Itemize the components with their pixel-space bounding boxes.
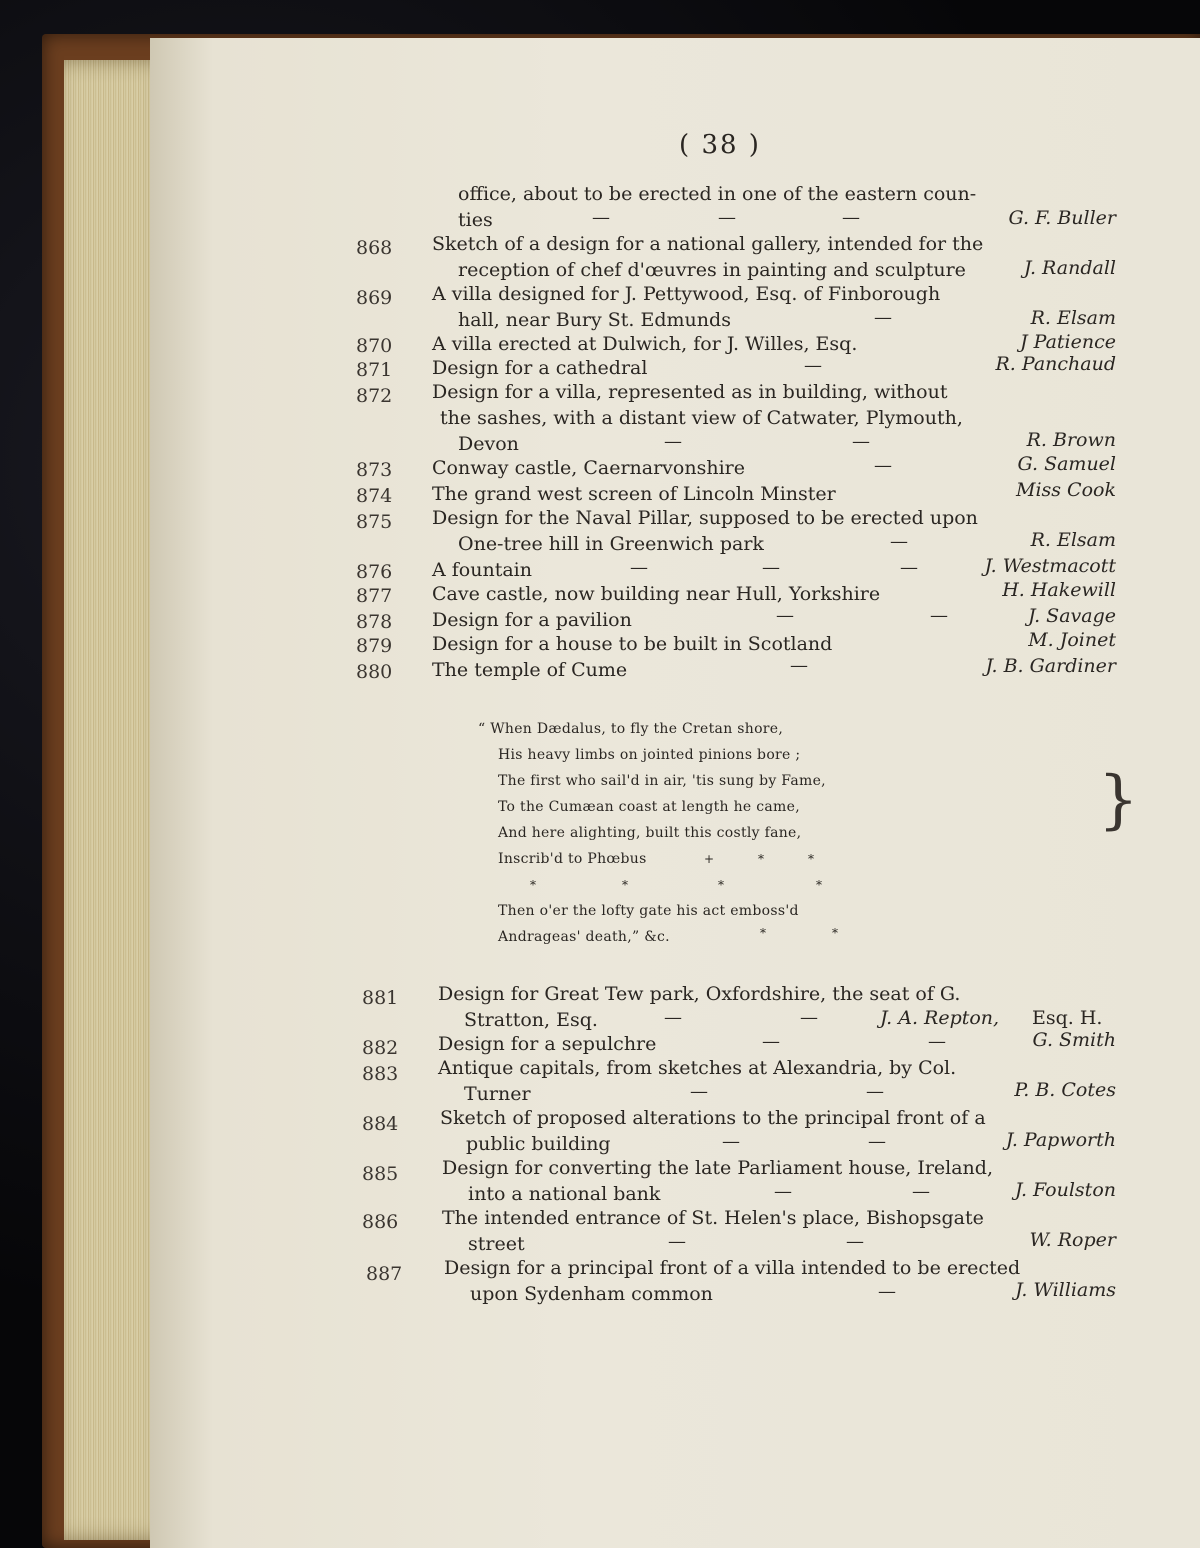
artist-name: J. Westmacott	[984, 555, 1116, 577]
entry-line: Design for a house to be built in Scotland	[432, 633, 833, 655]
entry-line: Design for the Naval Pillar, supposed to be erected upon	[432, 507, 978, 529]
dash: —	[866, 1081, 884, 1102]
dash: —	[790, 655, 808, 676]
entry-line: Design for converting the late Parliament house, Ireland,	[442, 1157, 993, 1179]
entry-number: 887	[366, 1263, 403, 1285]
entry-line: Conway castle, Caernarvonshire	[432, 457, 745, 479]
dash: —	[930, 605, 948, 626]
entry-number: 880	[356, 661, 393, 683]
dash: —	[842, 207, 860, 228]
entry-number: 873	[356, 459, 393, 481]
artist-name: J. B. Gardiner	[985, 655, 1116, 677]
entry-line: street	[468, 1233, 525, 1255]
artist-name: R. Panchaud	[995, 353, 1116, 375]
entry-number: 879	[356, 635, 393, 657]
entry-line: A fountain	[432, 559, 532, 581]
artist-name: J. A. Repton,	[880, 1007, 1000, 1029]
dash: —	[804, 355, 822, 376]
artist-suffix: Esq. H.	[1032, 1007, 1103, 1029]
entry-number: 877	[356, 585, 393, 607]
dash: —	[664, 1007, 682, 1028]
entry-number: 878	[356, 611, 393, 633]
entry-number: 869	[356, 287, 393, 309]
asterisk-mark: *	[718, 878, 724, 892]
entry-number: 870	[356, 335, 393, 357]
artist-name: R. Brown	[1026, 429, 1116, 451]
entry-number: 876	[356, 561, 393, 583]
poem-line: Inscrib'd to Phœbus	[498, 851, 647, 867]
artist-name: G. Samuel	[1017, 453, 1116, 475]
entry-line: A villa designed for J. Pettywood, Esq. of Finborough	[432, 283, 941, 305]
entry-number: 885	[362, 1163, 399, 1185]
entry-line: the sashes, with a distant view of Catwater, Plymouth,	[440, 407, 963, 429]
poem-line: Andrageas' death,” &c.	[498, 929, 670, 945]
entry-line: The temple of Cume	[432, 659, 628, 681]
artist-name: P. B. Cotes	[1014, 1079, 1116, 1101]
artist-name: Miss Cook	[1015, 479, 1116, 501]
entry-line: The grand west screen of Lincoln Minster	[432, 483, 836, 505]
entry-number: 881	[362, 987, 399, 1009]
entry-line: office, about to be erected in one of the eastern coun-	[458, 183, 977, 205]
entry-line: into a national bank	[468, 1183, 661, 1205]
dash: —	[776, 605, 794, 626]
artist-name: J. Papworth	[1005, 1129, 1116, 1151]
dash: —	[800, 1007, 818, 1028]
dash: —	[762, 557, 780, 578]
asterisk-mark: *	[832, 926, 838, 940]
artist-name: J. Savage	[1027, 605, 1116, 627]
entry-number: 874	[356, 485, 393, 507]
poem-line: To the Cumæan coast at length he came,	[498, 799, 800, 815]
entry-line: Sketch of a design for a national gallery, intended for the	[432, 233, 984, 255]
dash: —	[928, 1031, 946, 1052]
entry-line: hall, near Bury St. Edmunds	[458, 309, 731, 331]
dash: —	[718, 207, 736, 228]
dash: —	[722, 1131, 740, 1152]
dash: —	[846, 1231, 864, 1252]
dash: —	[878, 1281, 896, 1302]
asterisk-mark: *	[758, 852, 764, 866]
dash: —	[668, 1231, 686, 1252]
entry-line: Sketch of proposed alterations to the principal front of a	[440, 1107, 986, 1129]
entry-number: 886	[362, 1211, 399, 1233]
dash: —	[630, 557, 648, 578]
asterisk-mark: *	[530, 878, 536, 892]
asterisk-mark: *	[816, 878, 822, 892]
entry-line: public building	[466, 1133, 611, 1155]
entry-number: 883	[362, 1063, 399, 1085]
entry-number: 882	[362, 1037, 399, 1059]
poem-line: The first who sail'd in air, 'tis sung by Fame,	[498, 773, 826, 789]
artist-name: J. Williams	[1015, 1279, 1116, 1301]
dash: —	[900, 557, 918, 578]
entry-number: 868	[356, 237, 393, 259]
artist-name: J. Foulston	[1014, 1179, 1116, 1201]
asterisk-mark: *	[808, 852, 814, 866]
page-number: ( 38 )	[679, 130, 761, 160]
asterisk-mark: *	[622, 878, 628, 892]
dash: —	[762, 1031, 780, 1052]
dash: —	[592, 207, 610, 228]
dash: —	[852, 431, 870, 452]
dash: —	[874, 455, 892, 476]
entry-line: Design for a sepulchre	[438, 1033, 657, 1055]
artist-name: W. Roper	[1029, 1229, 1116, 1251]
artist-name: G. Smith	[1032, 1029, 1116, 1051]
entry-line: One-tree hill in Greenwich park	[458, 533, 764, 555]
entry-line: Design for a villa, represented as in building, without	[432, 381, 948, 403]
dash: —	[912, 1181, 930, 1202]
dash: —	[664, 431, 682, 452]
dash: —	[874, 307, 892, 328]
artist-name: G. F. Buller	[1008, 207, 1116, 229]
artist-name: R. Elsam	[1030, 307, 1116, 329]
entry-line: reception of chef d'œuvres in painting and sculpture	[458, 259, 966, 281]
dash: —	[690, 1081, 708, 1102]
artist-name: J Patience	[1020, 331, 1116, 353]
entry-line: Antique capitals, from sketches at Alexandria, by Col.	[438, 1057, 957, 1079]
poem-line: “ When Dædalus, to fly the Cretan shore,	[478, 721, 784, 737]
entry-number: 875	[356, 511, 393, 533]
brace-mark: }	[1098, 763, 1139, 837]
artist-name: M. Joinet	[1028, 629, 1116, 651]
entry-line: Design for a cathedral	[432, 357, 648, 379]
entry-number: 872	[356, 385, 393, 407]
cross-mark: +	[704, 852, 715, 866]
entry-number: 884	[362, 1113, 399, 1135]
dash: —	[868, 1131, 886, 1152]
entry-number: 871	[356, 359, 393, 381]
entry-line: The intended entrance of St. Helen's place, Bishopsgate	[442, 1207, 984, 1229]
entry-line: upon Sydenham common	[470, 1283, 713, 1305]
asterisk-mark: *	[760, 926, 766, 940]
poem-line: His heavy limbs on jointed pinions bore ;	[498, 747, 801, 763]
dash: —	[774, 1181, 792, 1202]
poem-line: Then o'er the lofty gate his act emboss'd	[498, 903, 799, 919]
entry-line: Cave castle, now building near Hull, Yorkshire	[432, 583, 881, 605]
artist-name: R. Elsam	[1030, 529, 1116, 551]
entry-line: Design for a pavilion	[432, 609, 632, 631]
poem-line: And here alighting, built this costly fane,	[498, 825, 802, 841]
entry-line: Turner	[464, 1083, 531, 1105]
entry-line: Devon	[458, 433, 519, 455]
entry-line: Design for Great Tew park, Oxfordshire, the seat of G.	[438, 983, 961, 1005]
entry-line: A villa erected at Dulwich, for J. Willes, Esq.	[432, 333, 858, 355]
artist-name: J. Randall	[1023, 257, 1116, 279]
entry-line: ties	[458, 209, 493, 231]
entry-line: Design for a principal front of a villa intended to be erected	[444, 1257, 1021, 1279]
artist-name: H. Hakewill	[1002, 579, 1116, 601]
entry-line: Stratton, Esq.	[464, 1009, 598, 1031]
dash: —	[890, 531, 908, 552]
